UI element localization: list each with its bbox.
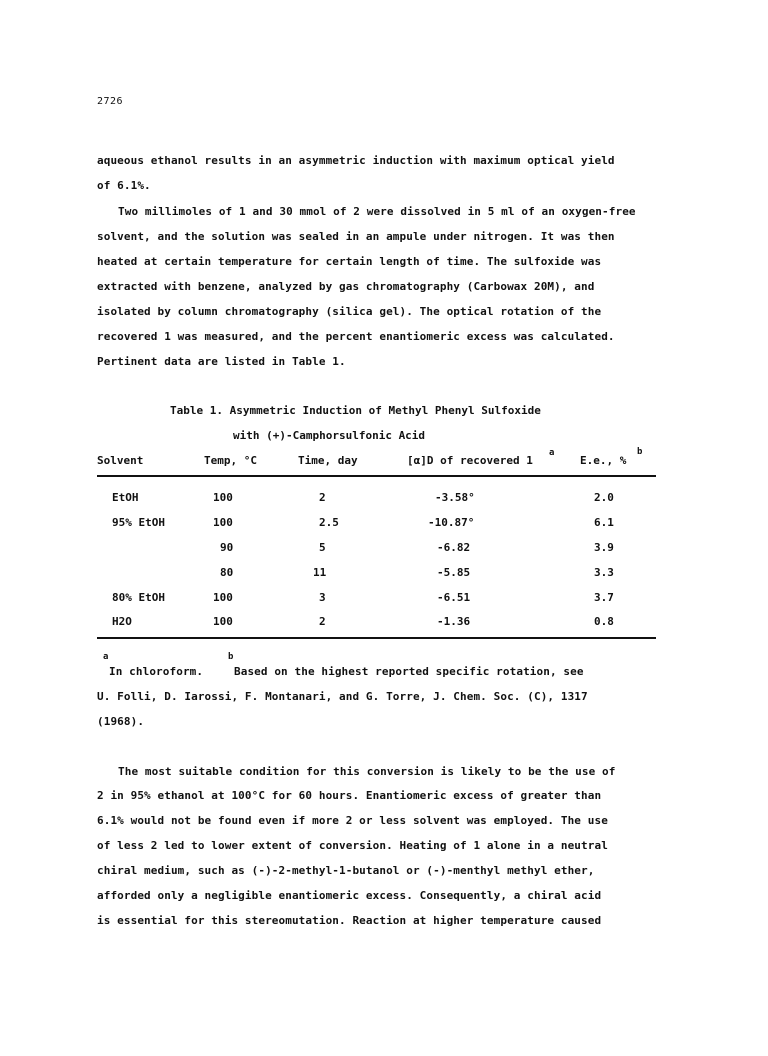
text-line: of less 2 led to lower extent of conversion. Heating of 1 alone in a neutral <box>97 839 608 852</box>
cell-time: 5 <box>319 541 326 554</box>
header-time: Time, day <box>298 454 358 467</box>
text-line: 2 in 95% ethanol at 100°C for 60 hours. Enantiomeric excess of greater than <box>97 789 602 802</box>
page-number: 2726 <box>97 96 124 107</box>
cell-rotation: -10.87° <box>428 516 475 529</box>
text-line: recovered 1 was measured, and the percent enantiomeric excess was calculated. <box>97 330 615 343</box>
header-ee: E.e., % <box>580 454 627 467</box>
text-line: of 6.1%. <box>97 179 151 192</box>
text-line: heated at certain temperature for certain length of time. The sulfoxide was <box>97 255 602 268</box>
footnote-b-citation: U. Folli, D. Iarossi, F. Montanari, and G. Torre, J. Chem. Soc. (C), 1317 <box>97 690 588 703</box>
header-solvent: Solvent <box>97 454 144 467</box>
text-line: The most suitable condition for this conversion is likely to be the use of <box>118 765 616 778</box>
cell-temp: 90 <box>220 541 234 554</box>
cell-solvent: 80% EtOH <box>112 591 165 604</box>
cell-time: 11 <box>313 566 327 579</box>
cell-time: 3 <box>319 591 326 604</box>
text-line: is essential for this stereomutation. Reaction at higher temperature caused <box>97 914 602 927</box>
footnote-b-year: (1968). <box>97 715 145 728</box>
cell-ee: 3.7 <box>594 591 614 604</box>
cell-rotation: -1.36 <box>437 615 471 628</box>
text-line: chiral medium, such as (-)-2-methyl-1-butanol or (-)-menthyl methyl ether, <box>97 864 595 877</box>
cell-ee: 3.9 <box>594 541 614 554</box>
cell-time: 2.5 <box>319 516 339 529</box>
text-line: afforded only a negligible enantiomeric excess. Consequently, a chiral acid <box>97 889 602 902</box>
text-line: 6.1% would not be found even if more 2 or less solvent was employed. The use <box>97 814 608 827</box>
cell-rotation: -6.82 <box>437 541 471 554</box>
cell-temp: 100 <box>213 516 233 529</box>
footnote-b-text: Based on the highest reported specific rotation, see <box>234 665 584 678</box>
cell-solvent: EtOH <box>112 491 139 504</box>
text-line: aqueous ethanol results in an asymmetric induction with maximum optical yield <box>97 154 615 167</box>
cell-temp: 100 <box>213 591 233 604</box>
text-line: solvent, and the solution was sealed in an ampule under nitrogen. It was then <box>97 230 615 243</box>
cell-temp: 100 <box>213 491 233 504</box>
footnote-a-text: In chloroform. <box>109 665 204 678</box>
cell-rotation: -3.58° <box>435 491 475 504</box>
cell-temp: 80 <box>220 566 234 579</box>
cell-ee: 6.1 <box>594 516 614 529</box>
cell-ee: 2.0 <box>594 491 614 504</box>
cell-time: 2 <box>319 615 326 628</box>
header-temp: Temp, °C <box>204 454 257 467</box>
table-caption: Table 1. Asymmetric Induction of Methyl Phenyl Sulfoxide <box>170 404 541 417</box>
cell-solvent: H2O <box>112 615 132 628</box>
cell-rotation: -6.51 <box>437 591 471 604</box>
cell-ee: 3.3 <box>594 566 614 579</box>
text-line: extracted with benzene, analyzed by gas chromatography (Carbowax 20M), and <box>97 280 595 293</box>
text-line: isolated by column chromatography (silica gel). The optical rotation of the <box>97 305 602 318</box>
cell-solvent: 95% EtOH <box>112 516 165 529</box>
cell-temp: 100 <box>213 615 233 628</box>
footnote-marker-b: b <box>637 447 643 457</box>
footnote-marker-a: a <box>549 448 555 458</box>
table-caption-continued: with (+)-Camphorsulfonic Acid <box>233 429 426 442</box>
text-line: Two millimoles of 1 and 30 mmol of 2 were dissolved in 5 ml of an oxygen-free <box>118 205 636 218</box>
cell-ee: 0.8 <box>594 615 614 628</box>
text-line: Pertinent data are listed in Table 1. <box>97 355 346 368</box>
footnote-a-marker: a <box>103 652 109 662</box>
header-rotation: [α]D of recovered 1 <box>407 454 533 467</box>
table-bottom-rule <box>97 637 656 639</box>
table-header-rule <box>97 475 656 477</box>
footnote-b-marker: b <box>228 652 234 662</box>
cell-time: 2 <box>319 491 326 504</box>
cell-rotation: -5.85 <box>437 566 471 579</box>
